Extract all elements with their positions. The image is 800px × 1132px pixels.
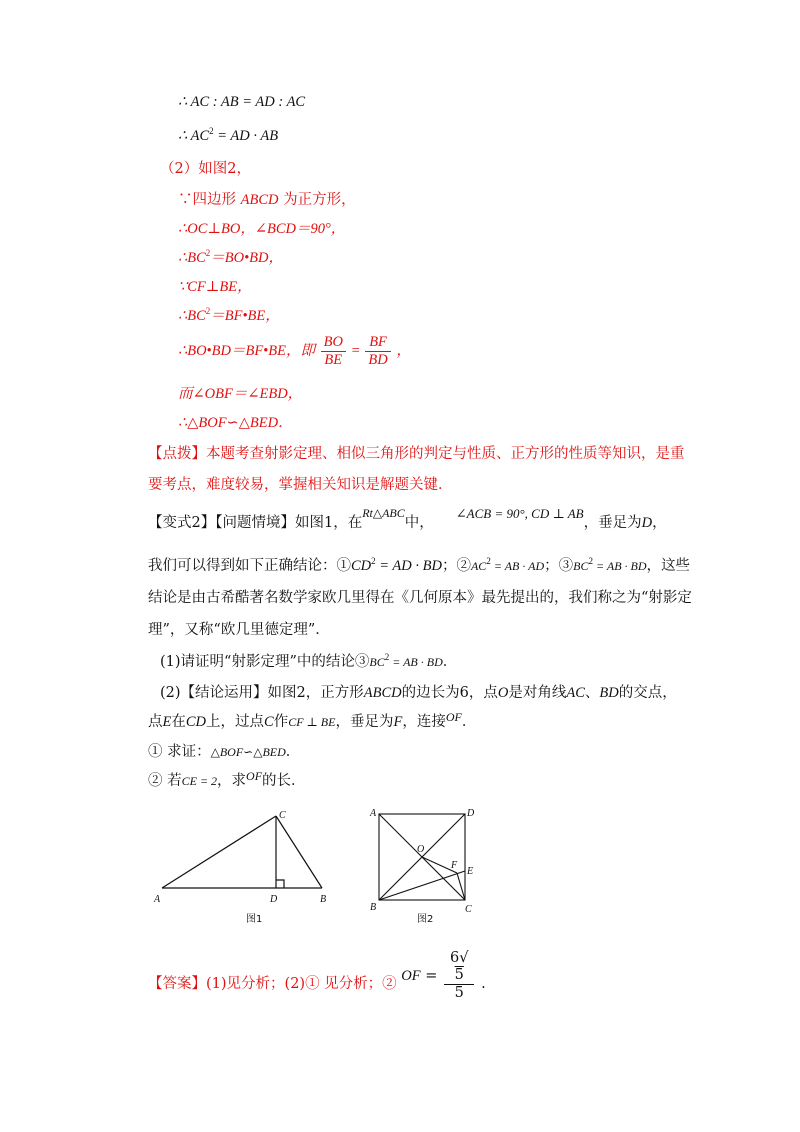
variant-line-1: 【变式2】【问题情境】如图1，在$^{Rt\triangle ABC}$中，∠ACB = 90°, CD ⊥ AB，垂足为D， xyxy=(148,506,667,531)
label-d: D xyxy=(270,894,278,905)
part2-line-2: ∴OC⊥BO，∠BCD＝90°， xyxy=(178,221,346,237)
segment-be xyxy=(379,871,465,900)
subquestion-2: ② 若CE = 2，求$^{OF}$的长． xyxy=(148,769,306,789)
variant-line-2: 我们可以得到如下正确结论：$①CD^2$ = AD · BD；$②AC^2$ = AB · AD；$③BC^2$ = AB · BD，这些 xyxy=(148,556,691,574)
fraction-bo-be: $\frac{BO}{BE}$ xyxy=(321,334,346,369)
label-a: A xyxy=(370,808,377,819)
figure-2-caption: 图2 xyxy=(417,914,434,924)
segment-ac xyxy=(162,816,276,888)
label-d: D xyxy=(467,808,475,819)
hint-tag: 【点拨】 xyxy=(148,446,206,462)
proof-line-ratio: ∴ AC : AB = AD : AC xyxy=(178,94,306,110)
hint-line-1: 【点拨】本题考查射影定理、相似三角形的判定与性质、正方形的性质等知识，是重 xyxy=(148,446,685,462)
segment-bc xyxy=(276,816,322,888)
label-f: F xyxy=(451,860,458,871)
fraction-bf-bd: $\frac{BF}{BD}$ xyxy=(365,334,390,369)
figure-1-caption: 图1 xyxy=(246,914,263,925)
variant-line-4: 理”，又称“欧几里德定理”． xyxy=(148,622,330,638)
label-c: C xyxy=(279,810,286,821)
subquestion-1: ① 求证：△BOF∽△BED． xyxy=(148,744,301,760)
answer-fraction: 6√ 5 5 xyxy=(444,950,474,1002)
part2-line-8: ∴△BOF∽△BED． xyxy=(178,415,293,431)
label-b: B xyxy=(370,902,377,913)
part2-line-5: $\therefore BC^2=BF•BE$， xyxy=(178,306,280,324)
part2-line-1: ∵四边形 ABCD 为正方形， xyxy=(178,192,356,208)
part2-line-7: 而∠OBF＝∠EBD， xyxy=(178,386,303,402)
label-e: E xyxy=(467,866,474,877)
figure-2-square xyxy=(365,804,485,924)
question-2: (2)【结论运用】如图2，正方形ABCD的边长为6，点O是对角线AC、BD的交点， xyxy=(160,685,677,701)
label-c: C xyxy=(465,904,472,915)
part2-line-6: ∴BO•BD＝BF•BE，即 $\frac{BO}{BE}$ = $\frac{BF}{BD}$ ， xyxy=(178,334,411,369)
part2-line-4: ∵CF⊥BE， xyxy=(178,279,252,295)
figure-1-triangle xyxy=(150,806,340,926)
variant-line-3: 结论是由古希酷著名数学家欧几里得在《几何原本》最先提出的，我们称之为“射影定 xyxy=(148,590,692,606)
label-o: O xyxy=(417,844,425,855)
proof-line-square: ∴ $AC^2$ = AD · AB xyxy=(178,126,279,144)
answer-tag: 【答案】 xyxy=(148,976,206,992)
question-2-cont: 点E在CD上，过点C作CF ⊥ BE，垂足为F，连接$^{OF}$． xyxy=(148,710,477,730)
right-angle-mark xyxy=(276,880,284,888)
hint-line-2: 要考点，难度较易，掌握相关知识是解题关键． xyxy=(148,477,453,493)
label-b: B xyxy=(320,894,327,905)
label-a: A xyxy=(154,894,161,905)
answer-line: 【答案】(1)见分析；(2)① 见分析；② OF = 6√ 5 5 . xyxy=(148,950,486,1001)
part2-heading: （2）如图2， xyxy=(160,161,251,177)
part2-line-3: $\therefore BC^2=BO•BD$， xyxy=(178,248,283,266)
question-1: (1)请证明“射影定理”中的结论$③BC^2$ = AB · BD． xyxy=(160,652,458,670)
